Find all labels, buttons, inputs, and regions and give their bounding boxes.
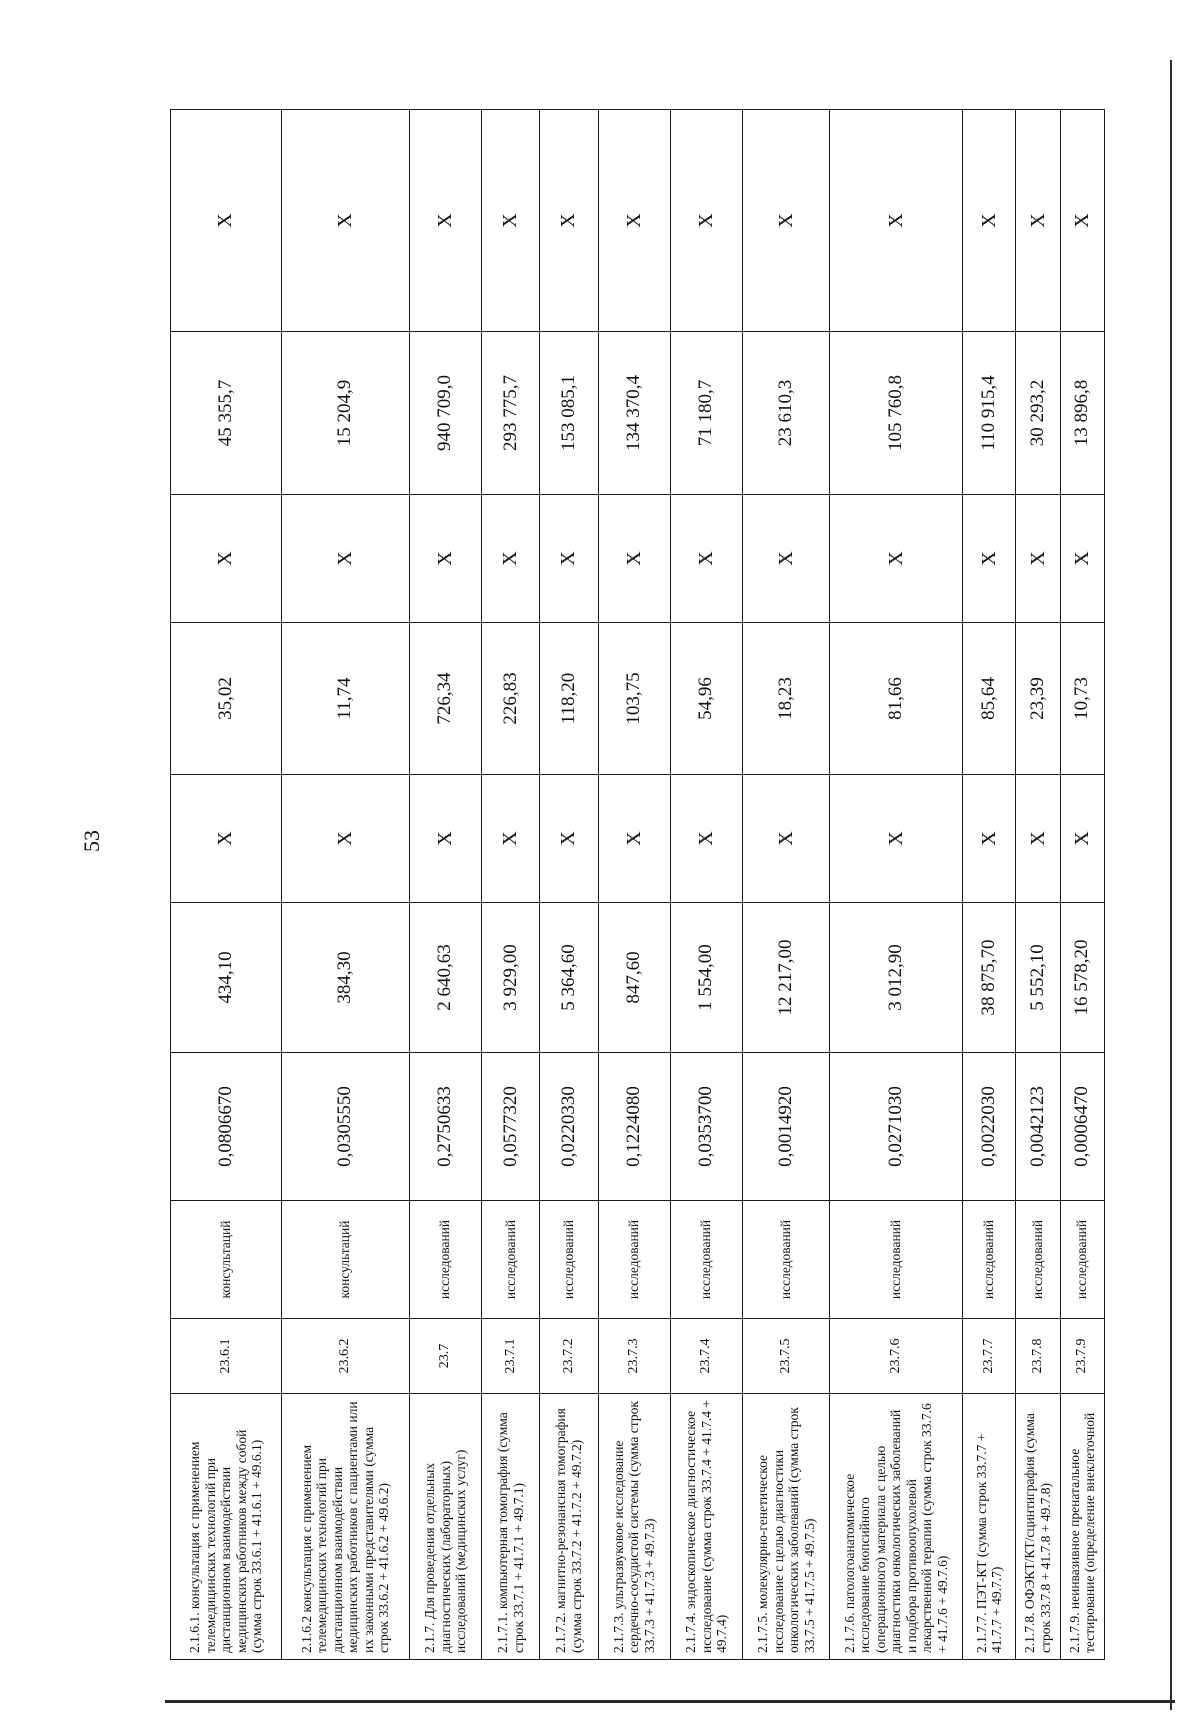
row-volume-cell: 0,0014920 — [743, 1053, 830, 1201]
row-code-cell: 23.7.6 — [830, 1319, 962, 1394]
row-x-cell: X — [743, 110, 830, 332]
row-cost-cell: 12 217,00 — [743, 903, 830, 1053]
row-x-cell: X — [409, 775, 481, 903]
row-name-cell: 2.1.7. Для проведения отдельных диагностических (лабораторных) исследований (медицинских услуг) — [409, 1394, 481, 1660]
row-unit-cell: исследований — [1016, 1201, 1060, 1319]
row-per-capita-cell: 23,39 — [1016, 623, 1060, 775]
row-name-cell: 2.1.7.7. ПЭТ-КТ (сумма строк 33.7.7 + 41.7.7 + 49.7.7) — [962, 1394, 1016, 1660]
row-x-cell: X — [281, 110, 409, 332]
row-x-cell: X — [482, 110, 540, 332]
table-rotation-wrapper — [170, 110, 1105, 1660]
table-row — [281, 110, 409, 1660]
row-code-cell: 23.7.5 — [743, 1319, 830, 1394]
row-code-cell: 23.7 — [409, 1319, 481, 1394]
row-code-cell: 23.7.1 — [482, 1319, 540, 1394]
row-name-cell: 2.1.7.3. ультразвуковое исследование сердечно-сосудистой системы (сумма строк 33.7.3 + 41.7.3 + 49.7.3) — [598, 1394, 670, 1660]
row-code-cell: 23.6.2 — [281, 1319, 409, 1394]
row-x-cell: X — [1016, 495, 1060, 623]
row-per-capita-cell: 10,73 — [1060, 623, 1104, 775]
row-code-cell: 23.7.4 — [670, 1319, 742, 1394]
row-total-cell: 71 180,7 — [670, 332, 742, 495]
row-per-capita-cell: 226,83 — [482, 623, 540, 775]
row-total-cell: 23 610,3 — [743, 332, 830, 495]
row-code-cell: 23.7.9 — [1060, 1319, 1104, 1394]
row-total-cell: 15 204,9 — [281, 332, 409, 495]
row-code-cell: 23.6.1 — [171, 1319, 282, 1394]
row-x-cell: X — [409, 110, 481, 332]
row-x-cell: X — [409, 495, 481, 623]
row-x-cell: X — [598, 775, 670, 903]
row-x-cell: X — [482, 495, 540, 623]
row-volume-cell: 0,0271030 — [830, 1053, 962, 1201]
row-unit-cell: исследований — [962, 1201, 1016, 1319]
row-volume-cell: 0,0806670 — [171, 1053, 282, 1201]
row-cost-cell: 1 554,00 — [670, 903, 742, 1053]
row-name-cell: 2.1.7.6. патологоанатомическое исследование биопсийного (операционного) материала с целью диагностики онкологических заболеваний и подбора противоопухолевой лекарственной терапии (сумма строк 33.7.6 + 41.7.6 + 49.7.6) — [830, 1394, 962, 1660]
row-unit-cell: исследований — [830, 1201, 962, 1319]
table-row — [1016, 110, 1060, 1660]
row-x-cell: X — [598, 495, 670, 623]
row-total-cell: 940 709,0 — [409, 332, 481, 495]
row-name-cell: 2.1.7.4. эндоскопическое диагностическое исследование (сумма строк 33.7.4 + 41.7.4 + 49.7.4) — [670, 1394, 742, 1660]
row-x-cell: X — [670, 110, 742, 332]
scan-edge-bottom — [165, 1700, 1175, 1703]
row-unit-cell: исследований — [743, 1201, 830, 1319]
row-total-cell: 13 896,8 — [1060, 332, 1104, 495]
row-cost-cell: 384,30 — [281, 903, 409, 1053]
row-x-cell: X — [670, 495, 742, 623]
row-x-cell: X — [540, 495, 598, 623]
row-unit-cell: исследований — [482, 1201, 540, 1319]
row-name-cell: 2.1.7.1. компьютерная томография (сумма строк 33.7.1 + 41.7.1 + 49.7.1) — [482, 1394, 540, 1660]
row-per-capita-cell: 35,02 — [171, 623, 282, 775]
table-row — [482, 110, 540, 1660]
table-row — [670, 110, 742, 1660]
row-unit-cell: исследований — [598, 1201, 670, 1319]
table-row — [830, 110, 962, 1660]
row-x-cell: X — [540, 110, 598, 332]
row-volume-cell: 0,0305550 — [281, 1053, 409, 1201]
page-number: 53 — [79, 830, 104, 852]
row-cost-cell: 3 012,90 — [830, 903, 962, 1053]
table-row — [409, 110, 481, 1660]
row-total-cell: 293 775,7 — [482, 332, 540, 495]
table-row — [962, 110, 1016, 1660]
row-x-cell: X — [540, 775, 598, 903]
row-x-cell: X — [171, 775, 282, 903]
scan-edge-right — [1170, 60, 1172, 1710]
row-x-cell: X — [281, 495, 409, 623]
table-row — [598, 110, 670, 1660]
row-per-capita-cell: 118,20 — [540, 623, 598, 775]
row-x-cell: X — [743, 775, 830, 903]
row-volume-cell: 0,1224080 — [598, 1053, 670, 1201]
row-x-cell: X — [171, 110, 282, 332]
row-name-cell: 2.1.7.5. молекулярно-генетическое исследование с целью диагностики онкологических заболеваний (сумма строк 33.7.5 + 41.7.5 + 49.7.5) — [743, 1394, 830, 1660]
row-unit-cell: исследований — [670, 1201, 742, 1319]
row-x-cell: X — [962, 775, 1016, 903]
row-unit-cell: консультаций — [281, 1201, 409, 1319]
row-per-capita-cell: 18,23 — [743, 623, 830, 775]
row-x-cell: X — [962, 495, 1016, 623]
row-cost-cell: 5 364,60 — [540, 903, 598, 1053]
row-per-capita-cell: 81,66 — [830, 623, 962, 775]
row-total-cell: 105 760,8 — [830, 332, 962, 495]
row-volume-cell: 0,0353700 — [670, 1053, 742, 1201]
row-code-cell: 23.7.7 — [962, 1319, 1016, 1394]
row-code-cell: 23.7.8 — [1016, 1319, 1060, 1394]
row-total-cell: 153 085,1 — [540, 332, 598, 495]
row-unit-cell: исследований — [1060, 1201, 1104, 1319]
row-x-cell: X — [281, 775, 409, 903]
row-x-cell: X — [830, 110, 962, 332]
row-volume-cell: 0,2750633 — [409, 1053, 481, 1201]
row-volume-cell: 0,0006470 — [1060, 1053, 1104, 1201]
row-cost-cell: 434,10 — [171, 903, 282, 1053]
row-x-cell: X — [171, 495, 282, 623]
row-x-cell: X — [1016, 775, 1060, 903]
row-unit-cell: исследований — [540, 1201, 598, 1319]
row-total-cell: 45 355,7 — [171, 332, 282, 495]
row-per-capita-cell: 54,96 — [670, 623, 742, 775]
row-name-cell: 2.1.7.2. магнитно-резонансная томография (сумма строк 33.7.2 + 41.7.2 + 49.7.2) — [540, 1394, 598, 1660]
table-row — [1060, 110, 1104, 1660]
row-x-cell: X — [670, 775, 742, 903]
row-x-cell: X — [743, 495, 830, 623]
row-name-cell: 2.1.6.2 консультация с применением телемедицинских технологий при дистанционном взаимодействии медицинских работников с пациентами или их законными представителями (сумма строк 33.6.2 + 41.6.2 + 49.6.2) — [281, 1394, 409, 1660]
row-total-cell: 134 370,4 — [598, 332, 670, 495]
row-x-cell: X — [1060, 775, 1104, 903]
row-name-cell: 2.1.7.8. ОФЭКТ/КТ/сцинтиграфия (сумма строк 33.7.8 + 41.7.8 + 49.7.8) — [1016, 1394, 1060, 1660]
row-cost-cell: 3 929,00 — [482, 903, 540, 1053]
row-code-cell: 23.7.2 — [540, 1319, 598, 1394]
row-x-cell: X — [962, 110, 1016, 332]
row-name-cell: 2.1.7.9. неинвазивное пренатальное тестирование (определение внеклеточной — [1060, 1394, 1104, 1660]
row-volume-cell: 0,0042123 — [1016, 1053, 1060, 1201]
row-cost-cell: 5 552,10 — [1016, 903, 1060, 1053]
table-row — [540, 110, 598, 1660]
row-unit-cell: исследований — [409, 1201, 481, 1319]
row-x-cell: X — [830, 775, 962, 903]
row-code-cell: 23.7.3 — [598, 1319, 670, 1394]
row-x-cell: X — [830, 495, 962, 623]
row-cost-cell: 847,60 — [598, 903, 670, 1053]
row-x-cell: X — [482, 775, 540, 903]
row-per-capita-cell: 85,64 — [962, 623, 1016, 775]
financing-table — [170, 109, 1105, 1660]
row-name-cell: 2.1.6.1. консультация с применением телемедицинских технологий при дистанционном взаимодействии медицинских работников между собой (сумма строк 33.6.1 + 41.6.1 + 49.6.1) — [171, 1394, 282, 1660]
row-volume-cell: 0,0220330 — [540, 1053, 598, 1201]
rotated-table-area — [170, 110, 1105, 1660]
row-unit-cell: консультаций — [171, 1201, 282, 1319]
row-per-capita-cell: 103,75 — [598, 623, 670, 775]
row-x-cell: X — [1060, 110, 1104, 332]
row-total-cell: 110 915,4 — [962, 332, 1016, 495]
table-row — [743, 110, 830, 1660]
row-per-capita-cell: 726,34 — [409, 623, 481, 775]
row-cost-cell: 16 578,20 — [1060, 903, 1104, 1053]
row-x-cell: X — [1060, 495, 1104, 623]
table-row — [171, 110, 282, 1660]
row-volume-cell: 0,0577320 — [482, 1053, 540, 1201]
row-cost-cell: 38 875,70 — [962, 903, 1016, 1053]
row-x-cell: X — [598, 110, 670, 332]
row-cost-cell: 2 640,63 — [409, 903, 481, 1053]
row-per-capita-cell: 11,74 — [281, 623, 409, 775]
row-total-cell: 30 293,2 — [1016, 332, 1060, 495]
row-x-cell: X — [1016, 110, 1060, 332]
row-volume-cell: 0,0022030 — [962, 1053, 1016, 1201]
